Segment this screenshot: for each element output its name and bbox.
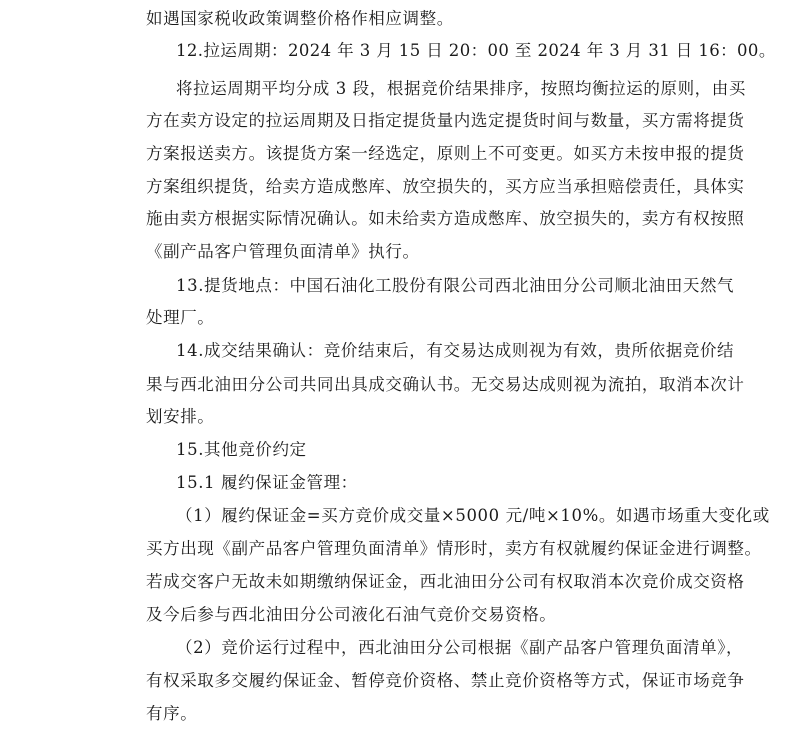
text-line: 将拉运周期平均分成 3 段，根据竞价结果排序，按照均衡拉运的原则，由买 xyxy=(176,79,746,98)
text-line: 有序。 xyxy=(146,704,198,723)
text-line: 果与西北油田分公司共同出具成交确认书。无交易达成则视为流拍，取消本次计 xyxy=(146,375,745,394)
text-line: 有权采取多交履约保证金、暂停竞价资格、禁止竞价资格等方式，保证市场竞争 xyxy=(146,671,745,690)
text-line: 若成交客户无故未如期缴纳保证金，西北油田分公司有权取消本次竞价成交资格 xyxy=(146,572,745,591)
section-heading-15: 15.其他竞价约定 xyxy=(176,440,307,459)
text-line: （2）竞价运行过程中，西北油田分公司根据《副产品客户管理负面清单》， xyxy=(176,638,744,657)
text-line: 买方出现《副产品客户管理负面清单》情形时，卖方有权就履约保证金进行调整。 xyxy=(146,539,762,558)
text-line: 如遇国家税收政策调整价格作相应调整。 xyxy=(146,9,454,28)
subsection-heading-15-1: 15.1 履约保证金管理： xyxy=(176,473,358,492)
section-heading-13: 13.提货地点：中国石油化工股份有限公司西北油田分公司顺北油田天然气 xyxy=(176,276,735,295)
text-line: 施由卖方根据实际情况确认。如未给卖方造成憋库、放空损失的，卖方有权按照 xyxy=(146,209,745,228)
text-line: （1）履约保证金=买方竞价成交量×5000 元/吨×10%。如遇市场重大变化或 xyxy=(176,506,770,525)
text-line: 《副产品客户管理负面清单》执行。 xyxy=(146,242,420,261)
text-line: 方在卖方设定的拉运周期及日指定提货量内选定提货时间与数量，买方需将提货 xyxy=(146,111,745,130)
section-heading-12: 12.拉运周期：2024 年 3 月 15 日 20：00 至 2024 年 3 月 31 日 16：00。 xyxy=(176,41,776,60)
text-line: 处理厂。 xyxy=(146,308,215,327)
text-line: 划安排。 xyxy=(146,407,215,426)
section-heading-14: 14.成交结果确认：竞价结束后，有交易达成则视为有效，贵所依据竞价结 xyxy=(176,341,735,360)
text-line: 方案组织提货，给卖方造成憋库、放空损失的，买方应当承担赔偿责任，具体实 xyxy=(146,177,745,196)
text-line: 及今后参与西北油田分公司液化石油气竞价交易资格。 xyxy=(146,605,557,624)
text-line: 方案报送卖方。该提货方案一经选定，原则上不可变更。如买方未按申报的提货 xyxy=(146,144,745,163)
